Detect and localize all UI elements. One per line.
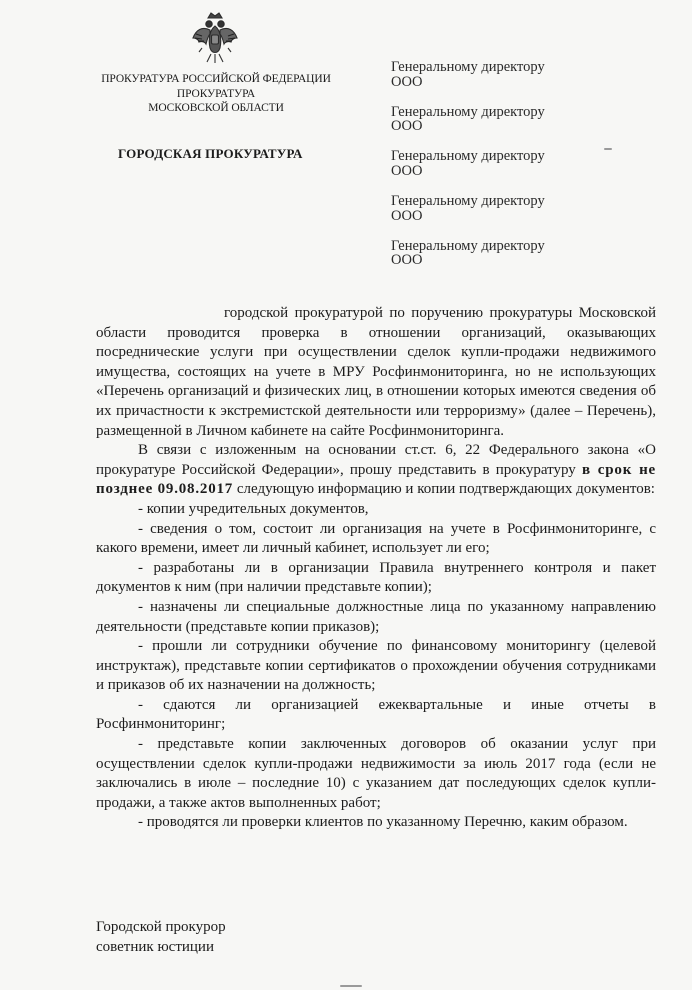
list-item: - проводятся ли проверки клиентов по указанному Перечню, каким образом.: [138, 814, 628, 831]
recipient-title: Генеральному директору: [391, 148, 545, 165]
state-emblem-icon: [190, 8, 240, 68]
department-name: ГОРОДСКАЯ ПРОКУРАТУРА: [118, 146, 303, 161]
list-item: - сведения о том, состоит ли организация на учете в Росфинмониторинге, с какого времени, имеет ли личный кабинет, использует ли его;: [96, 520, 656, 557]
recipients-block: [391, 60, 591, 283]
request-text-continued: следующую информацию и копии подтверждающих документов:: [236, 481, 655, 498]
organization-line: ПРОКУРАТУРА РОССИЙСКОЙ ФЕДЕРАЦИИ: [101, 73, 331, 85]
recipient-org: ООО: [391, 252, 423, 269]
recipient-org: ООО: [391, 73, 423, 90]
list-item: - прошли ли сотрудники обучение по финансовому мониторингу (целевой инструктаж), представьте копии сертификатов о прохождении обучения сотрудниками и приказов об их назначении на должность;: [96, 638, 656, 694]
recipient-title: Генеральному директору: [391, 237, 545, 254]
recipient-title: Генеральному директору: [391, 103, 545, 120]
signature-block: [96, 918, 336, 957]
deadline-text: в срок не позднее 09.08.2017: [96, 461, 657, 498]
list-item: - представьте копии заключенных договоров об оказании услуг при осуществлении сделок купли-продажи недвижимости за июль 2017 года (если не заключались в июле – последние 10) с указанием дат последующих сделок купли-продажи, а также актов выполненных работ;: [96, 736, 656, 811]
list-item: - сдаются ли организацией ежеквартальные и иные отчеты в Росфинмониторинг;: [96, 696, 656, 733]
list-item: - разработаны ли в организации Правила внутреннего контроля и пакет документов к ним (при наличии представьте копии);: [96, 559, 656, 596]
signature-rank: советник юстиции: [96, 938, 214, 955]
recipient-org: ООО: [391, 207, 423, 224]
recipient: [391, 60, 591, 105]
list-item: - назначены ли специальные должностные лица по указанному направлению деятельности (представьте копии приказов);: [96, 598, 656, 635]
organization-line: ПРОКУРАТУРА: [176, 87, 256, 100]
body-paragraph-request: [96, 441, 656, 500]
recipient-title: Генеральному директору: [391, 193, 545, 210]
recipient-org: ООО: [391, 162, 423, 179]
recipient: [391, 149, 591, 194]
recipient: [391, 194, 591, 239]
scan-speck: [340, 985, 362, 987]
scan-speck: [604, 148, 612, 150]
request-text: В связи с изложенным на основании ст.ст. 6, 22 Федерального закона «О прокуратуре Российской Федерации», прошу представить в прокуратуру: [96, 442, 656, 478]
letter-body: [96, 304, 656, 833]
organization-name: [88, 72, 344, 116]
organization-line: МОСКОВСКОЙ ОБЛАСТИ: [148, 102, 284, 114]
body-paragraph-intro: городской прокуратурой по поручению прокуратуры Московской области проводится проверка в отношении организаций, оказывающих посреднические услуги при осуществлении сделок купли-продажи недвижимого имущества, состоящих на учете в МРУ Росфинмониторинга, но не использующих «Перечень организаций и физических лиц, в отношении которых имеются сведения об их причастности к экстремистской деятельности или терроризму» (далее – Перечень), размещенной в Личном кабинете на сайте Росфинмониторинга.: [96, 305, 656, 439]
recipient-org: ООО: [391, 118, 423, 135]
signature-position: Городской прокурор: [96, 919, 226, 935]
recipient: [391, 239, 591, 284]
list-item: - копии учредительных документов,: [138, 500, 369, 517]
recipient: [391, 105, 591, 150]
recipient-title: Генеральному директору: [391, 59, 545, 75]
